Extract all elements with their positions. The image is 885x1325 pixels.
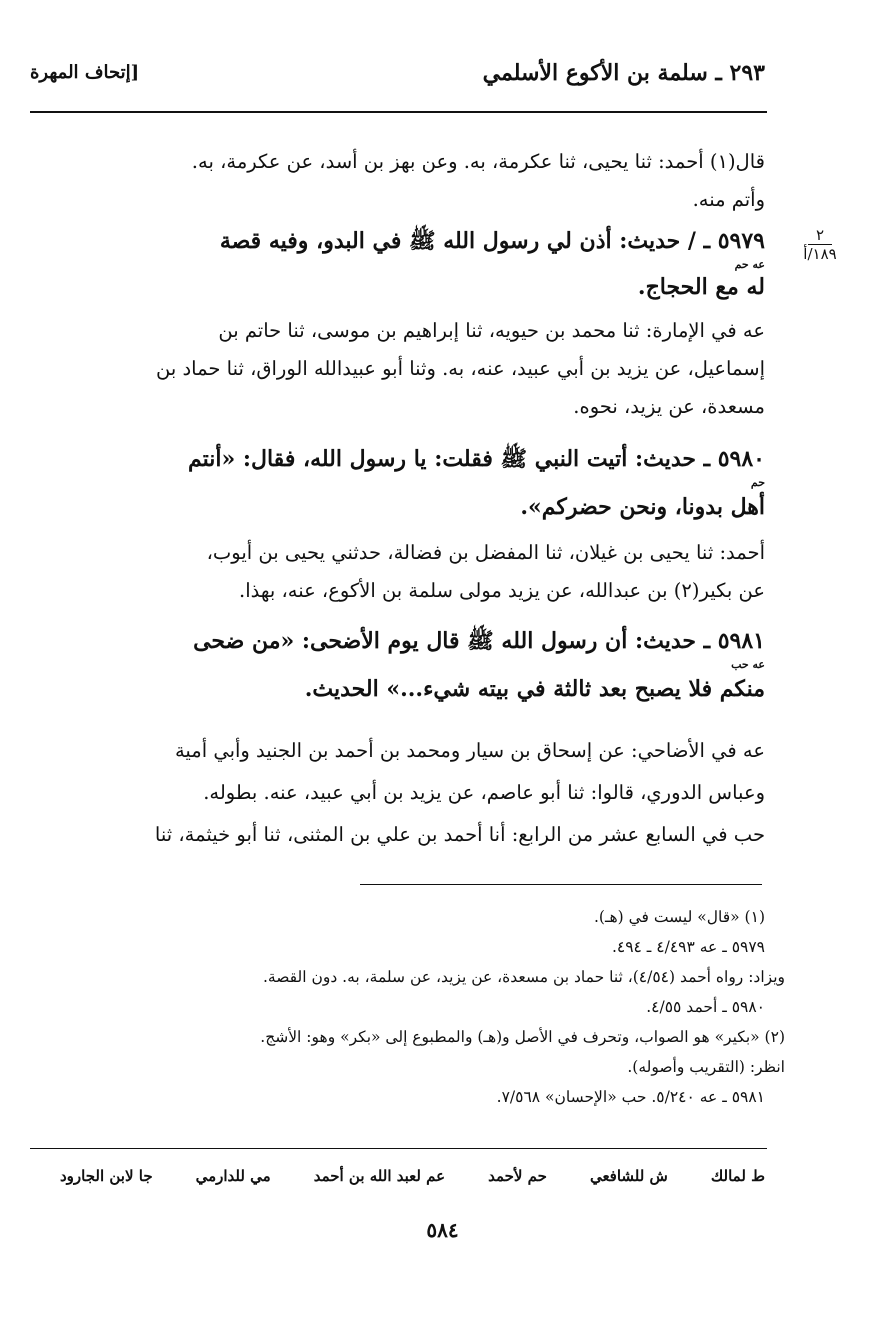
footnote: ويزاد: رواه أحمد (٤/٥٤)، ثنا حماد بن مسعدة، عن يزيد، عن سلمة، به. دون القصة. [263,968,785,986]
text-line: إسماعيل، عن يزيد بن أبي عبيد، عنه، به. وثنا أبو عبيدالله الوراق، ثنا حماد بن [156,357,765,380]
hadith-heading-line: ٥٩٧٩ ـ / حديث: أذن لي رسول الله ﷺ في البدو، وفيه قصة [219,228,765,254]
text-line: أحمد: ثنا يحيى بن غيلان، ثنا المفضل بن فضالة، حدثني يحيى بن أيوب، [206,541,765,564]
legend-item: عم لعبد الله بن أحمد [313,1167,446,1185]
legend-item: ط لمالك [710,1167,765,1185]
text-line: وأتم منه. [692,188,765,211]
footnotes [60,902,785,1112]
margin-note-top: ٢ [808,226,832,245]
isnad-paragraph [60,730,765,856]
footnote: ٥٩٨٠ ـ أحمد ٤/٥٥. [646,998,765,1016]
text-line: عه في الإمارة: ثنا محمد بن حيويه، ثنا إبراهيم بن موسى، ثنا حاتم بن [218,319,765,342]
header-rule [30,111,767,113]
page-number: ٥٨٤ [426,1218,459,1242]
hadith-5981 [60,622,765,660]
legend-item: مي للدارمي [195,1167,271,1185]
hadith-5980 [60,440,765,478]
source-sigla: عه حم [734,258,765,271]
margin-note-bottom: ١٨٩/أ [803,245,837,263]
text-line: مسعدة، عن يزيد، نحوه. [573,395,765,418]
footnote-rule [360,884,762,885]
text-line: وعباس الدوري، قالوا: ثنا أبو عاصم، عن يزيد بن أبي عبيد، عنه. بطوله. [203,781,765,804]
text-line: عه في الأضاحي: عن إسحاق بن سيار ومحمد بن أحمد بن الجنيد وأبي أمية [174,739,765,762]
source-sigla: عه حب [731,658,765,671]
source-sigla: حم [750,476,765,489]
hadith-5981-cont [60,670,765,708]
hadith-heading-line: ٥٩٨١ ـ حديث: أن رسول الله ﷺ قال يوم الأضحى: «من ضحى [193,628,765,654]
abbreviation-legend [60,1167,765,1185]
hadith-5979-cont [60,268,765,306]
footnote: ٥٩٧٩ ـ عه ٤/٤٩٣ ـ ٤٩٤. [611,938,765,956]
footnote: (١) «قال» ليست في (هـ). [593,908,765,926]
book-title: [إتحاف المهرة [30,62,140,83]
text-line: عن بكير(٢) بن عبدالله، عن يزيد مولى سلمة بن الأكوع، عنه، بهذا. [239,579,765,602]
hadith-5979 [60,222,765,260]
hadith-5980-cont [60,488,765,526]
margin-folio-note [790,226,850,263]
isnad-paragraph [60,534,765,610]
footnote: (٢) «بكير» هو الصواب، وتحرف في الأصل و(هـ) والمطبوع إلى «بكر» وهو: الأشج. [260,1028,785,1046]
legend-item: ش للشافعي [589,1167,668,1185]
text-line: حب في السابع عشر من الرابع: أنا أحمد بن علي بن المثنى، ثنا أبو خيثمة، ثنا [154,823,765,846]
hadith-heading-line: أهل بدونا، ونحن حضركم». [520,494,765,520]
legend-item: حم لأحمد [488,1167,547,1185]
text-line: قال(١) أحمد: ثنا يحيى، ثنا عكرمة، به. وعن بهز بن أسد، عن عكرمة، به. [191,150,765,173]
running-title: ٢٩٣ ـ سلمة بن الأكوع الأسلمي [482,60,765,86]
main-text [60,143,765,219]
isnad-paragraph [60,312,765,426]
legend-item: جا لابن الجارود [60,1167,153,1185]
legend-rule [30,1148,767,1149]
hadith-heading-line: منكم فلا يصبح بعد ثالثة في بيته شيء...» الحديث. [304,676,765,702]
footnote: انظر: (التقريب وأصوله). [627,1058,785,1076]
hadith-heading-line: ٥٩٨٠ ـ حديث: أتيت النبي ﷺ فقلت: يا رسول الله، فقال: «أنتم [187,446,765,472]
footnote: ٥٩٨١ ـ عه ٥/٢٤٠. حب «الإحسان» ٧/٥٦٨. [496,1088,765,1106]
hadith-heading-line: له مع الحجاج. [637,274,765,300]
